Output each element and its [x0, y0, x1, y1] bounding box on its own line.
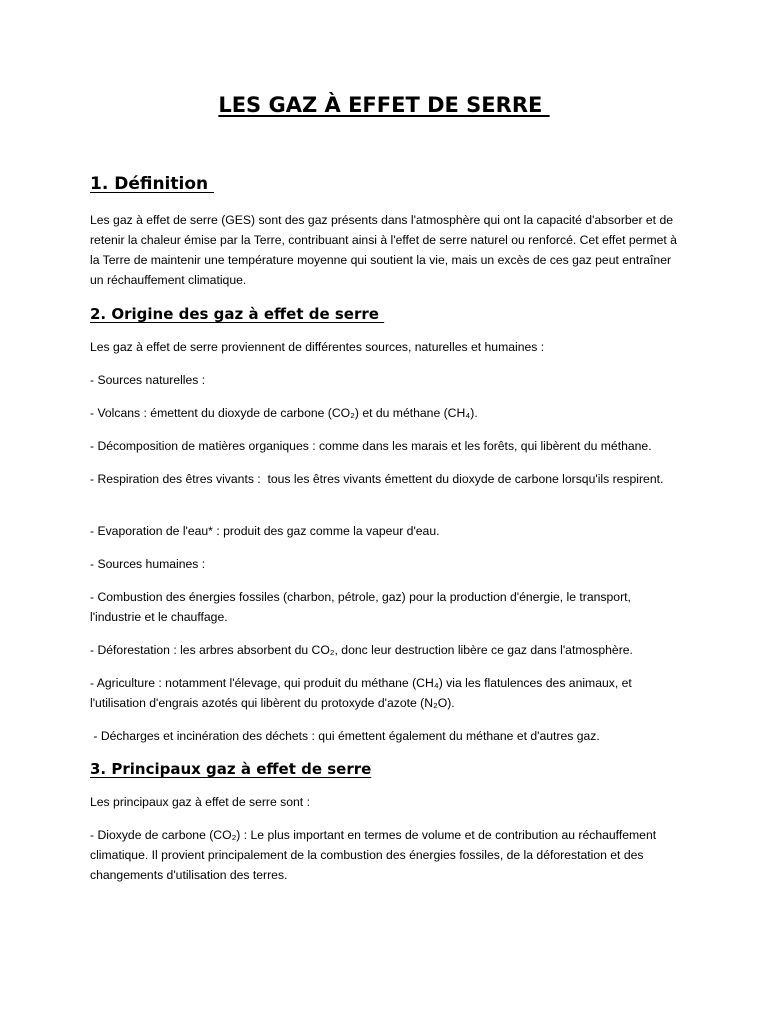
- section-heading-principaux: 3. Principaux gaz à effet de serre: [90, 760, 372, 778]
- section-heading-origine: 2. Origine des gaz à effet de serre: [90, 305, 385, 323]
- section-heading-definition: 1. Définition: [90, 174, 215, 194]
- paragraph-deforestation: - Déforestation : les arbres absorbent du CO₂, donc leur destruction libère ce gaz dans l'atmosphère.: [90, 643, 633, 657]
- paragraph-definition: Les gaz à effet de serre (GES) sont des gaz présents dans l'atmosphère qui ont la capacité d'absorber et de retenir la chaleur émise par la Terre, contribuant ainsi à l'effet de serre naturel ou renforcé. Cet effet permet à la Terre de maintenir une température moyenne qui soutient la vie, mais un excès de ces gaz peut entraîner un réchauffement climatique.: [90, 213, 681, 287]
- document-title: LES GAZ À EFFET DE SERRE: [218, 93, 550, 117]
- paragraph-decharges: - Décharges et incinération des déchets : qui émettent également du méthane et d'autres gaz.: [90, 729, 600, 743]
- paragraph-principaux-intro: Les principaux gaz à effet de serre sont :: [90, 795, 310, 809]
- paragraph-respiration: - Respiration des êtres vivants : tous les êtres vivants émettent du dioxyde de carbone lorsqu'ils respirent.: [90, 472, 664, 486]
- paragraph-decomposition: - Décomposition de matières organiques : comme dans les marais et les forêts, qui libèrent du méthane.: [90, 439, 652, 453]
- paragraph-sources-naturelles: - Sources naturelles :: [90, 373, 206, 387]
- paragraph-sources-humaines: - Sources humaines :: [90, 557, 206, 571]
- paragraph-volcans: - Volcans : émettent du dioxyde de carbone (CO₂) et du méthane (CH₄).: [90, 406, 478, 420]
- paragraph-dioxyde-carbone: - Dioxyde de carbone (CO₂) : Le plus important en termes de volume et de contribution au réchauffement climatique. Il provient principalement de la combustion des énergies fossiles, de la déforestation et des changements d'utilisation des terres.: [90, 828, 660, 882]
- paragraph-origine-intro: Les gaz à effet de serre proviennent de différentes sources, naturelles et humaines :: [90, 340, 545, 354]
- paragraph-evaporation: - Evaporation de l'eau* : produit des gaz comme la vapeur d'eau.: [90, 524, 440, 538]
- paragraph-agriculture: - Agriculture : notamment l'élevage, qui produit du méthane (CH₄) via les flatulences des animaux, et l'utilisation d'engrais azotés qui libèrent du protoxyde d'azote (N₂O).: [90, 676, 636, 710]
- paragraph-combustion: - Combustion des énergies fossiles (charbon, pétrole, gaz) pour la production d'énergie, le transport, l'industrie et le chauffage.: [90, 590, 635, 624]
